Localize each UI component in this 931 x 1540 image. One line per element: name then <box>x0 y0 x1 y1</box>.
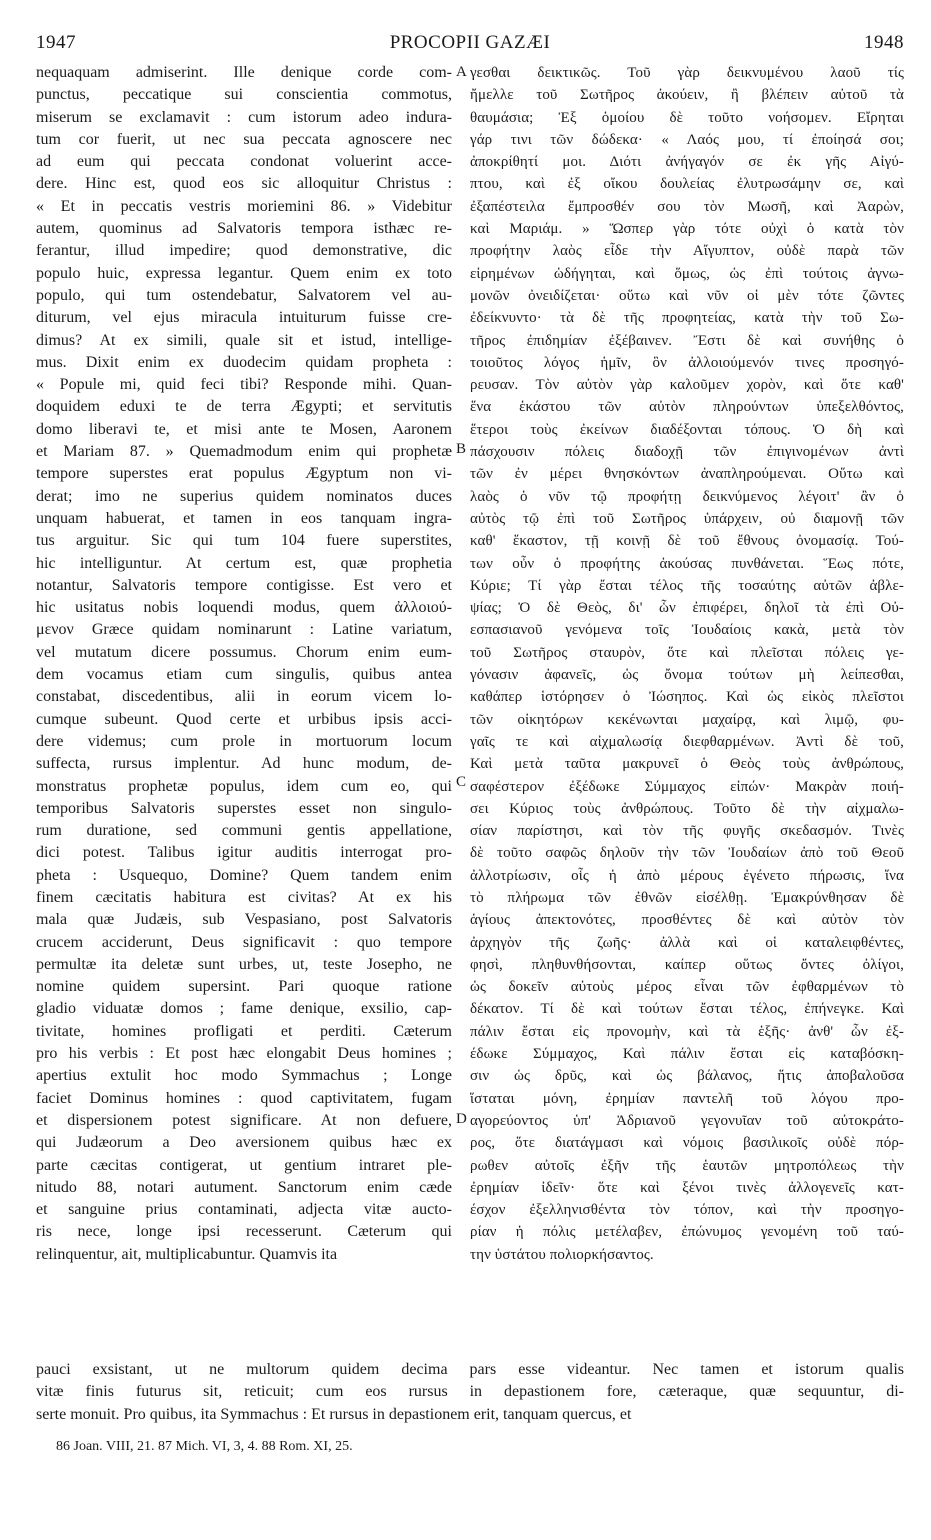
latin-text-line: hic usitatus nobis loquendi modus, quem ἀλλοιού- <box>36 599 452 617</box>
running-title: PROCOPII GAZÆI <box>389 32 551 53</box>
full-width-continuation <box>36 1359 904 1426</box>
latin-text-line: parte cæcitas contigerat, ut gentium intraret ple- <box>36 1156 452 1174</box>
page-number-right: 1948 <box>864 32 904 53</box>
greek-text-line: ἕτεροι τοὺς ἐκείνων διαδέξονται τόπους. Ὁ δὴ καὶ <box>470 421 904 438</box>
greek-text-line: έδωκε Σύμμαχος, Καὶ πάλιν ἔσται εἰς καταβόσκη- <box>470 1046 904 1063</box>
latin-text-line: ferantur, illud impedire; quod demonstrative, dic <box>36 242 452 260</box>
greek-text-line: ἤμελλε τοῦ Σωτῆρος ἀκούειν, ἢ βλέπειν αὐτοῦ τὰ <box>470 87 904 104</box>
footnotes <box>36 1436 904 1458</box>
running-header <box>36 32 904 56</box>
margin-letter-b: B <box>456 441 467 457</box>
latin-text-line: suffecta, rursus implentur. Ad hunc modum, de- <box>36 755 452 773</box>
greek-text-line: καθ' ἕκαστον, τῇ κοινῇ δὲ τοῦ ἔθνους ὀνομασίᾳ. Τού- <box>470 533 904 550</box>
greek-text-line: Καὶ μετὰ ταῦτα μακρυνεῖ ὁ Θεὸς τοὺς ἀνθρώπους, <box>470 756 904 773</box>
latin-text-line: tus arguitur. Sic qui tum 104 fuere superstites, <box>36 532 452 550</box>
margin-letter-a: A <box>456 64 467 80</box>
latin-text-line: pro his verbis : Et post hæc elongabit Deus homines ; <box>36 1045 452 1063</box>
latin-text-line: nomine quidem supersint. Pari quoque ratione <box>36 978 452 996</box>
latin-text-line: dem vocamus etiam cum singulis, quibus antea <box>36 666 452 684</box>
latin-text-line: cumque subeunt. Quod certe et urbibus ipsis acci- <box>36 710 452 728</box>
greek-text-line: σαφέστερον ἐξέδωκε Σύμμαχος εἰπών· Μακρὰν ποιή- <box>470 778 904 795</box>
latin-text-line: populo, qui tum ostendebatur, Salvatorem vel au- <box>36 286 452 304</box>
greek-text-line: εσπασιανοῦ γενόμενα τοῖς Ἰουδαίοις κακὰ, μετὰ τὸν <box>470 622 904 639</box>
latin-text-line: faciet Dominus homines : quod captivitatem, fugam <box>36 1089 452 1107</box>
latin-text-line: nequaquam admiserint. Ille denique corde com- <box>36 64 452 81</box>
greek-text-line: πάλιν ἔσται εἰς προνομὴν, καὶ τὰ ἑξῆς· ἀνθ' ὧν ἐξ- <box>470 1023 904 1040</box>
greek-text-line: έσχον ἐξελληνισθέντα τὸν τόπον, καὶ τὴν προσηγο- <box>470 1202 904 1219</box>
latin-text-line: crucem acciderunt, Deus significavit : quo tempore <box>36 933 452 951</box>
latin-text-line: unquam habuerat, et tamen in eos tanquam ingra- <box>36 509 452 527</box>
latin-text-line: temporibus Salvatoris superstes esset non singulo- <box>36 799 452 817</box>
latin-text-line: gladio viduatæ domos ; fame denique, exsilio, cap- <box>36 1000 452 1018</box>
latin-text-line: dere. Hinc est, quod eos sic alloquitur Christus : <box>36 175 452 193</box>
latin-text-line: ad eum qui peccata condonat voluerint acce- <box>36 153 452 171</box>
latin-text-line: et sanguine prius contaminati, adjecta vitæ aucto- <box>36 1201 452 1219</box>
latin-text-line: qui Judæorum a Deo aversionem quibus hæc ex <box>36 1134 452 1152</box>
greek-text-line: ἐξαπέστειλα ἔμπροσθέν σου τὸν Μωσῆ, καὶ Ἀαρὼν, <box>470 198 904 215</box>
greek-text-line: πτου, καὶ ἐξ οἴκου δουλείας ἐλυτρωσάμην σε, καὶ <box>470 176 904 193</box>
latin-text-line: autem, quominus ad Salvatoris tempora isthæc re- <box>36 220 452 238</box>
greek-text-line: δέκατον. Τί δὲ καὶ τούτων ἔσται τέλος, ἐπήνεγκε. Καὶ <box>470 1001 904 1018</box>
bottom-text-line: serte monuit. Pro quibus, ita Symmachus : Et rursus in depastionem erit, tanquam quercus, et <box>36 1405 632 1423</box>
greek-text-line: τῶν ἐν μέρει θνησκόντων ἀναπληρούμεναι. Οὕτω καὶ <box>470 466 904 483</box>
latin-text-line: permultæ ita deletæ sunt urbes, ut, teste Josepho, ne <box>36 955 452 973</box>
latin-text-line: pheta : Usquequo, Domine? Quem tandem enim <box>36 866 452 884</box>
latin-text-line: domo liberavi te, et misi ante te Mosen, Aaronem <box>36 420 452 438</box>
latin-text-line: dimus? At ex simili, quale sit et istud, intellige- <box>36 331 452 349</box>
latin-text-line: monstratus prophetæ populus, idem cum eo, qui <box>36 777 452 795</box>
latin-text-line: tum cor fuerit, ut nec sua peccata agnoscere nec <box>36 130 452 148</box>
latin-text-line: μενον Græce quidam nominarunt : Latine variatum, <box>36 621 452 639</box>
greek-text-line: των οὖν ὁ προφήτης ἀκούσας πυνθάνεται. Ἕως πότε, <box>470 555 904 572</box>
greek-text-line: γεσθαι δεικτικῶς. Τοῦ γὰρ δεικνυμένου λαοῦ τίς <box>470 65 904 81</box>
greek-text-line: τῶν οἰκητόρων κεκένωνται μαχαίρᾳ, καὶ λιμῷ, φυ- <box>470 711 904 728</box>
greek-text-line: πάσχουσιν πόλεις διαδοχῇ τῶν ἐπιγινομένων ἀντὶ <box>470 444 904 461</box>
latin-text-line: mala quæ Judæis, sub Vespasiano, post Salvatoris <box>36 911 452 929</box>
greek-text-line: την ὑστάτου πολιορκήσαντος. <box>470 1246 654 1263</box>
greek-text-line: ρωθεν αὐτοῖς ἐξῆν τῆς ἑαυτῶν μητροπόλεως τὴν <box>470 1157 904 1174</box>
greek-text-line: θαυμάσια; Ἐξ ὁμοίου δὲ τοῦτο νοήσομεν. Εἴρηται <box>470 109 904 126</box>
greek-text-line: ἕνα ἑκάστου τῶν αὐτὸν πληρούντων ὑπεξελθόντος, <box>470 399 904 416</box>
greek-text-line: γάρ τινι τῶν δώδεκα· « Λαός μου, τί ἐποίησά σοι; <box>470 131 904 148</box>
latin-text-line: rum duratione, sed communi gentis appellatione, <box>36 822 452 840</box>
latin-text-line: constabat, discedentibus, alii in eorum vicem lo- <box>36 688 452 706</box>
greek-text-line: ρίαν ἡ πόλις μετέλαβεν, ἐπώνυμος γενομένη τοῦ ταύ- <box>470 1224 904 1241</box>
greek-text-line: ρευσαν. Τὸν αὐτὸν γὰρ καλοῦμεν χορὸν, καὶ ὅτε καθ' <box>470 377 904 394</box>
greek-text-line: τῆρος ἐπιδημίαν ἐξέβαινεν. Ἔστι δὲ καὶ συνήθης ὁ <box>470 332 904 349</box>
latin-text-line: dere videmus; cum prole in mortuorum locum <box>36 732 452 750</box>
latin-text-line: miserum se exclamavit : cum istorum adeo indura- <box>36 108 452 126</box>
latin-text-line: tempore superstes erat populus Ægyptum non vi- <box>36 465 452 483</box>
greek-text-line: γαῖς τε καὶ αἰχμαλωσίᾳ διεφθαρμένων. Ἀντὶ δὲ τοῦ, <box>470 733 904 750</box>
greek-text-line: ἀρχηγὸν τῆς ζωῆς· ἀλλὰ καὶ οἱ καταλειφθέντες, <box>470 934 904 951</box>
latin-text-line: finem cæcitatis habitura est civitas? At ex his <box>36 888 452 906</box>
greek-text-line: καθάπερ ἱστόρησεν ὁ Ἰώσηπος. Καὶ ὡς εἰκὸς πλεῖστοι <box>470 689 904 706</box>
greek-text-line: τὸ πλήρωμα τῶν ἐθνῶν εἰσέλθῃ. Ἐμακρύνθησαν δὲ <box>470 889 904 906</box>
greek-text-line: γόνασιν ἀφανεῖς, ὡς ὄνομα τούτων μὴ λείπεσθαι, <box>470 667 904 684</box>
margin-letter-d: D <box>456 1111 467 1127</box>
latin-text-line: punctus, peccatique sui conscientia commotus, <box>36 86 452 104</box>
footnote-line: 86 Joan. VIII, 21. 87 Mich. VI, 3, 4. 88 Rom. XI, 25. <box>56 1439 353 1454</box>
greek-text-line: ἁγίους ἀπεκτονότες, προσθέντες δὲ καὶ αὐτὸν τὸν <box>470 912 904 929</box>
greek-text-line: ἀλλοτρίωσιν, οἷς ἡ ἀπὸ μέρους ἐγένετο πήρωσις, ἵνα <box>470 867 904 884</box>
latin-text-line: et Mariam 87. » Quemadmodum enim qui prophetæ <box>36 443 452 461</box>
latin-text-line: nitudo 88, notari autument. Sanctorum enim cæde <box>36 1178 452 1196</box>
latin-text-line: dici potest. Talibus igitur auditis interrogat pro- <box>36 844 452 862</box>
greek-text-line: μονῶν ὀνειδίζεται· οὕτω καὶ νῦν οἱ μὲν τότε ζῶντες <box>470 287 904 304</box>
greek-text-line: ἀποκρίθητί μοι. Διότι ἀνήγαγόν σε ἐκ γῆς Αἰγύ- <box>470 154 904 171</box>
latin-text-line: notantur, Salvatoris tempore contigisse. Est vero et <box>36 576 452 594</box>
latin-text-line: ris nece, longe ipsi recesserunt. Cæterum qui <box>36 1223 452 1241</box>
greek-text-line: φησὶ, πληθυνθήσονται, καίπερ οὕτως ὄντες ὀλίγοι, <box>470 956 904 973</box>
greek-text-line: εἰρημένων ὡδήγηται, καὶ ὅμως, ὡς ἐπὶ τούτοις ἀγνω- <box>470 265 904 282</box>
greek-text-line: ὡς δοκεῖν αὐτοὺς μέρος εἶναι τῶν ἐφθαρμένων τὸ <box>470 979 904 996</box>
greek-text-line: αγορεύοντος ὑπ' Ἀδριανοῦ γεγονυῖαν τοῦ αὐτοκράτο- <box>470 1112 904 1129</box>
latin-text-line: mus. Dixit enim ex duodecim quidam propheta : <box>36 353 452 371</box>
latin-text-line: populo huic, expressa legantur. Quem enim ex toto <box>36 264 452 282</box>
greek-text-line: ἐδείκνυντο· τὰ δὲ τῆς προφητείας, κατὰ τὴν τοῦ Σω- <box>470 310 904 327</box>
margin-letter-c: C <box>456 774 467 790</box>
bottom-text-line: vitæ finis futurus sit, reticuit; cum eos rursus in depastionem fore, cæteraque, quæ sequuntur, di- <box>36 1383 904 1401</box>
latin-text-line: « Popule mi, quid feci tibi? Responde mihi. Quan- <box>36 376 452 394</box>
greek-text-line: δὲ τοῦτο σαφῶς δηλοῦν τὴν τῶν Ἰουδαίων ἀπὸ τοῦ Θεοῦ <box>470 845 904 862</box>
latin-text-line: vel mutatum dicere possumus. Chorum enim eum- <box>36 643 452 661</box>
greek-text-line: ψίας; Ὁ δὲ Θεὸς, δι' ὧν ἐπιφέρει, δηλοῖ τὰ ἐπὶ Οὐ- <box>470 600 904 617</box>
latin-text-line: relinquentur, ait, multiplicabuntur. Quamvis ita <box>36 1245 338 1263</box>
latin-text-line: hic intelliguntur. At certum est, quæ prophetia <box>36 554 452 572</box>
latin-text-line: doquidem eduxi te de terra Ægypti; et servitutis <box>36 398 452 416</box>
greek-text-line: τοιοῦτος λόγος ἡμῖν, ὃν ἀλλοιούμενόν τινες προσηγό- <box>470 354 904 371</box>
greek-text-line: σιν ὡς δρῦς, καὶ ὡς βάλανος, ἥτις ἀποβαλοῦσα <box>470 1068 904 1085</box>
latin-text-line: apertius extulit hoc modo Symmachus ; Longe <box>36 1067 452 1085</box>
latin-text-line: derat; imo ne superius quidem nominatos duces <box>36 487 452 505</box>
greek-text-line: ἵσταται μόνη, ἐρημίαν παντελῆ τοῦ λόγου προ- <box>470 1090 904 1107</box>
greek-text-line: σει Κύριος τοὺς ἀνθρώπους. Τοῦτο δὲ τὴν αἰχμαλω- <box>470 800 904 817</box>
greek-text-line: λαὸς ὁ νῦν τῷ προφήτῃ δεικνύμενος λέγοιτ' ἂν ὁ <box>470 488 904 505</box>
latin-text-line: et dispersionem potest significare. At non defuere, <box>36 1111 452 1129</box>
latin-text-line: « Et in peccatis vestris moriemini 86. » Videbitur <box>36 197 452 215</box>
greek-column <box>470 62 904 1266</box>
greek-text-line: ἐρημίαν ἰδεῖν· ὅτε καὶ ξένοι τινὲς ἀλλογενεῖς κατ- <box>470 1179 904 1196</box>
greek-text-line: Κύριε; Τί γὰρ ἔσται τέλος τῆς τοσαύτης αὐτῶν ἀβλε- <box>470 577 904 594</box>
greek-text-line: αὐτὸς τῷ ἐπὶ τοῦ Σωτῆρος ὑπάρχειν, οὐ διαμονῇ τῶν <box>470 510 904 527</box>
greek-text-line: τοῦ Σωτῆρος σταυρὸν, ὅτε καὶ πλεῖσται πόλεις γε- <box>470 644 904 661</box>
latin-text-line: diturum, vel ejus miracula intuiturum fuisse cre- <box>36 309 452 327</box>
greek-text-line: καὶ Μαριάμ. » Ὥσπερ γὰρ τότε οὐχὶ ὁ κατὰ τὸν <box>470 221 904 238</box>
greek-text-line: ρος, ὅτε διατάγμασι καὶ νόμοις βασιλικοῖς οὐδὲ πόρ- <box>470 1135 904 1152</box>
latin-text-line: tivitate, homines profligati et perditi. Cæterum <box>36 1022 452 1040</box>
greek-text-line: προφήτην λαὸς εἶδε τὴν Αἴγυπτον, οὐδὲ παρὰ τῶν <box>470 243 904 260</box>
page-number-left: 1947 <box>36 32 76 53</box>
greek-text-line: σίαν παρίστησι, καὶ τὸν τῆς φυγῆς σκεδασμόν. Τινὲς <box>470 823 904 840</box>
latin-column <box>36 62 452 1266</box>
bottom-text-line: pauci exsistant, ut ne multorum quidem decima pars esse videantur. Nec tamen et istorum qualis <box>36 1361 904 1378</box>
